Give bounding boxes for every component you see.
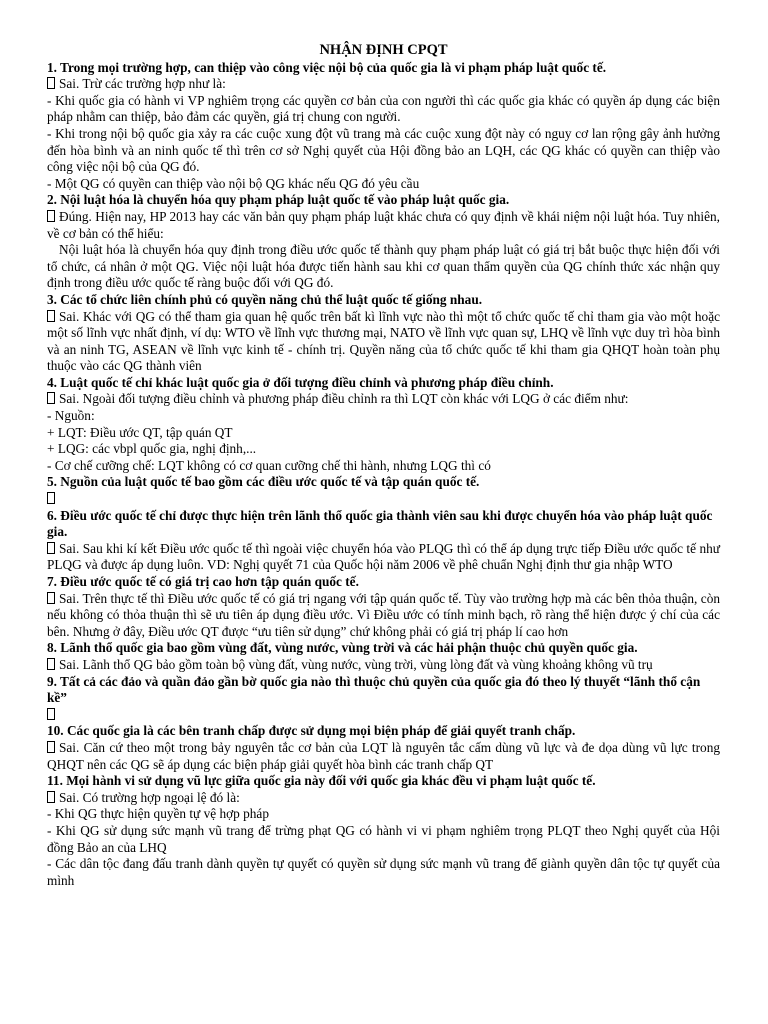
answer-paragraph	[47, 76, 720, 93]
explanation-paragraph: + LQG: các vbpl quốc gia, nghị định,...	[47, 441, 257, 457]
answer-bullet-icon	[47, 791, 55, 803]
answer-paragraph	[47, 707, 720, 724]
explanation-paragraph: Nội luật hóa là chuyển hóa quy định trong điều ước quốc tế thành quy phạm pháp luật có giá trị bắt buộc thực hiện đối với tổ chức, cá nhân ở một QG. Việc nội luật hóa được tiến hành sau khi cơ quan thẩm quyền của QG chính thức xác nhận quy định trong điều ước quốc tế ràng buộc đối với QG đó.	[47, 242, 720, 291]
question-statement	[47, 474, 720, 491]
explanation-paragraph: - Khi trong nội bộ quốc gia xảy ra các cuộc xung đột vũ trang mà các cuộc xung đột này có nguy cơ lan rộng gây ảnh hưởng đến hòa bình và an ninh quốc tế thì trên cơ sở Nghị quyết của Hội đồng bảo an LQH, các QG khác có quyền can thiệp vào công việc nội bộ của QG đó.	[47, 125, 720, 175]
question-statement	[47, 773, 720, 790]
answer-bullet-icon	[47, 210, 55, 222]
question-statement	[47, 640, 720, 657]
answer-paragraph	[47, 740, 720, 773]
question-text: 10. Các quốc gia là các bên tranh chấp được sử dụng mọi biện pháp để giải quyết tranh chấp.	[47, 723, 576, 739]
question-text: 3. Các tổ chức liên chính phủ có quyền năng chủ thể luật quốc tế giống nhau.	[47, 291, 483, 307]
question-text: 11. Mọi hành vi sử dụng vũ lực giữa quốc gia này đối với quốc gia khác đều vi phạm luật quốc tế.	[47, 773, 596, 789]
answer-bullet-icon	[47, 592, 55, 604]
document-body	[47, 60, 720, 890]
question-statement	[47, 192, 720, 209]
explanation-paragraph: + LQT: Điều ước QT, tập quán QT	[47, 424, 233, 440]
answer-paragraph	[47, 657, 720, 674]
answer-bullet-icon	[47, 492, 55, 504]
answer-text: Sai. Trên thực tế thì Điều ước quốc tế có giá trị ngang với tập quán quốc tế. Tùy vào trường hợp mà các bên thỏa thuận, còn nếu không có thỏa thuận thì sẽ ưu tiên áp dụng điều ước. Vì Điều ước có tính minh bạch, rõ ràng thể hiện được ý chí của các bên. Nhưng ở đây, Điều ước QT được “ưu tiên sử dụng” chứ không phải có giá trị pháp lí cao hơn	[47, 590, 720, 639]
explanation-paragraph: - Khi quốc gia có hành vi VP nghiêm trọng các quyền cơ bản của con người thì các quốc gia khác có quyền áp dụng các biện pháp nhằm can thiệp, bảo đảm các quyền, giá trị chung con người.	[47, 92, 720, 125]
question-statement	[47, 375, 720, 392]
explanation-paragraph: - Các dân tộc đang đấu tranh dành quyền tự quyết có quyền sử dụng sức mạnh vũ trang để giành quyền dân tộc tự quyết của mình	[47, 856, 720, 888]
question-text: 6. Điều ước quốc tế chỉ được thực hiện trên lãnh thổ quốc gia thành viên sau khi được chuyển hóa vào pháp luật quốc gia.	[47, 507, 713, 540]
answer-bullet-icon	[47, 542, 55, 554]
question-statement	[47, 674, 720, 707]
answer-text: Sai. Có trường hợp ngoại lệ đó là:	[59, 789, 240, 805]
answer-text: Sai. Trừ các trường hợp như là:	[59, 76, 226, 92]
question-text: 9. Tất cả các đảo và quần đảo gần bờ quốc gia nào thì thuộc chủ quyền của quốc gia đó theo lý thuyết “lãnh thổ cận kề”	[47, 673, 701, 706]
answer-bullet-icon	[47, 741, 55, 753]
explanation-paragraph: - Khi QG thực hiện quyền tự vệ hợp pháp	[47, 806, 269, 822]
answer-bullet-icon	[47, 658, 55, 670]
answer-paragraph	[47, 491, 720, 508]
question-text: 7. Điều ước quốc tế có giá trị cao hơn tập quán quốc tế.	[47, 574, 359, 589]
answer-bullet-icon	[47, 708, 55, 720]
answer-bullet-icon	[47, 77, 55, 89]
answer-text: Sai. Căn cứ theo một trong bảy nguyên tắc cơ bản của LQT là nguyên tắc cấm dùng vũ lực và đe dọa dùng vũ lực trong QHQT nên các QG sẽ áp dụng các biện pháp giải quyết hòa bình các tranh chấp QT	[47, 739, 720, 772]
question-text: 8. Lãnh thổ quốc gia bao gồm vùng đất, vùng nước, vùng trời và các hải phận thuộc chủ quyền quốc gia.	[47, 640, 638, 656]
explanation-paragraph: - Cơ chế cưỡng chế: LQT không có cơ quan cưỡng chế thi hành, nhưng LQG thì có	[47, 457, 491, 473]
explanation-paragraph: - Nguồn:	[47, 408, 95, 424]
answer-text: Sai. Lãnh thổ QG bảo gồm toàn bộ vùng đất, vùng nước, vùng trời, vùng lòng đất và vùng khoảng không vũ trụ	[59, 656, 653, 672]
question-statement	[47, 574, 720, 591]
question-text: 1. Trong mọi trường hợp, can thiệp vào công việc nội bộ của quốc gia là vi phạm pháp luật quốc tế.	[47, 59, 607, 75]
answer-bullet-icon	[47, 310, 55, 322]
question-statement	[47, 723, 720, 740]
answer-paragraph	[47, 391, 720, 408]
question-statement	[47, 292, 720, 309]
answer-paragraph	[47, 541, 720, 574]
question-text: 4. Luật quốc tế chỉ khác luật quốc gia ở đối tượng điều chỉnh và phương pháp điều chỉnh.	[47, 374, 554, 390]
answer-paragraph	[47, 591, 720, 641]
question-statement	[47, 508, 720, 541]
question-statement	[47, 60, 720, 77]
explanation-paragraph: - Khi QG sử dụng sức mạnh vũ trang để trừng phạt QG có hành vi vi phạm nghiêm trọng PLQT theo Nghị quyết của Hội đồng Bảo an của LHQ	[47, 822, 720, 855]
answer-text: Đúng. Hiện nay, HP 2013 hay các văn bản quy phạm pháp luật khác chưa có quy định về khái niệm nội luật hóa. Tuy nhiên, về cơ bản có thể hiểu:	[47, 208, 720, 241]
question-text: 2. Nội luật hóa là chuyển hóa quy phạm pháp luật quốc tế vào pháp luật quốc gia.	[47, 192, 510, 208]
answer-text: Sai. Ngoài đối tượng điều chỉnh và phương pháp điều chỉnh ra thì LQT còn khác với LQG ở các điểm như:	[59, 391, 629, 407]
answer-bullet-icon	[47, 392, 55, 404]
answer-paragraph	[47, 790, 720, 807]
answer-paragraph	[47, 309, 720, 375]
answer-text: Sai. Khác với QG có thể tham gia quan hệ quốc trên bất kì lĩnh vực nào thì một tổ chức quốc tế chỉ tham gia vào một hoặc một số lĩnh vực nhất định, ví dụ: WTO về lĩnh vực thương mại, NATO về lĩnh vực quan sự, LHQ về lĩnh vực duy trì hòa bình và an ninh TG, ASEAN về lĩnh vực kinh tế - chính trị. Quyền năng của tổ chức quốc tế khi tham gia QHQT hoàn toàn phụ thuộc vào các QG thành viên	[47, 308, 720, 374]
answer-paragraph	[47, 209, 720, 242]
explanation-paragraph: - Một QG có quyền can thiệp vào nội bộ QG khác nếu QG đó yêu cầu	[47, 175, 420, 191]
question-text: 5. Nguồn của luật quốc tế bao gồm các điều ước quốc tế và tập quán quốc tế.	[47, 474, 480, 490]
answer-text: Sai. Sau khi kí kết Điều ước quốc tế thì ngoài việc chuyển hóa vào PLQG thì có thể áp dụng trực tiếp Điều ước quốc tế như PLQG và được áp dụng luôn. VD: Nghị quyết 71 của Quốc hội năm 2006 về phê chuẩn Nghị định thư gia nhập WTO	[47, 540, 720, 573]
page-title: NHẬN ĐỊNH CPQT	[319, 42, 448, 58]
